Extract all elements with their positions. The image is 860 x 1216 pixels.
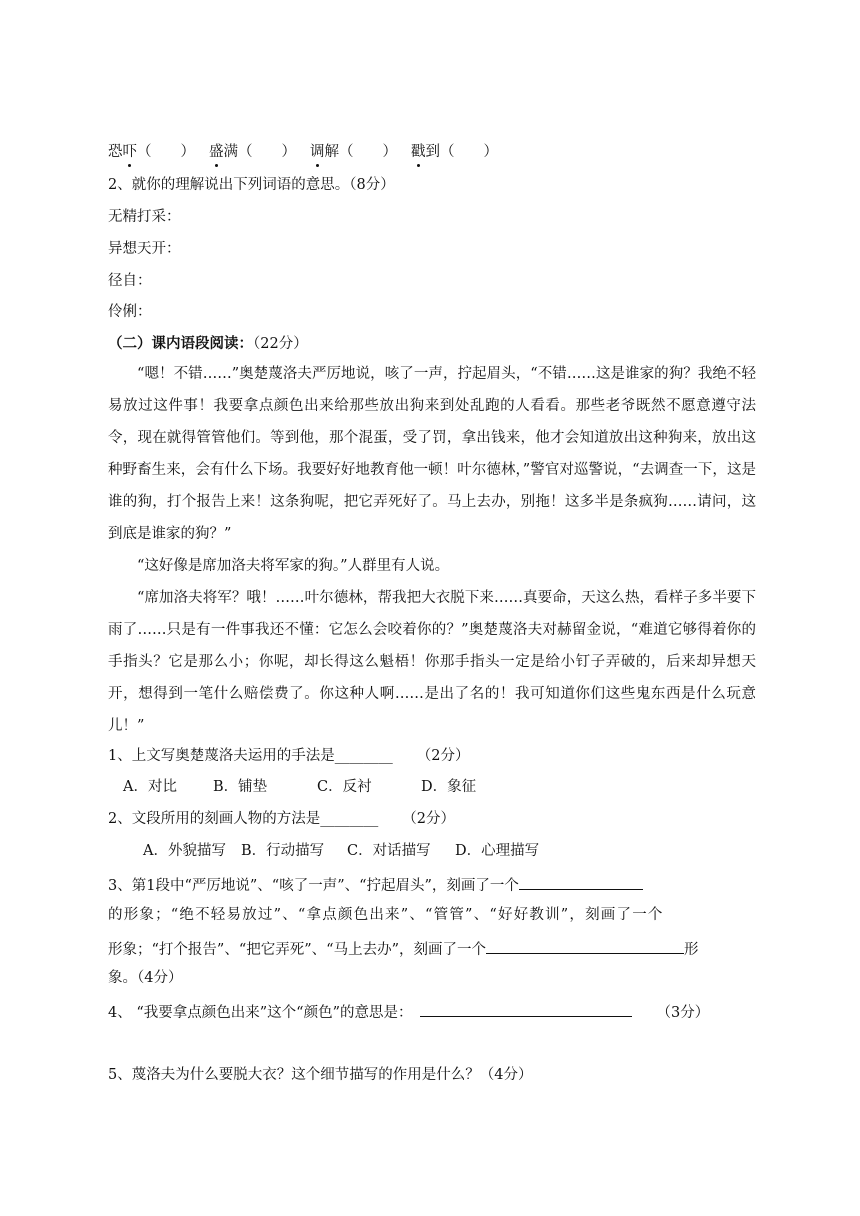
question-4-score: （3分） xyxy=(656,1005,710,1021)
question-3-line-2: 的形象；“绝不轻易放过”、“拿点颜色出来”、“管管”、“好好教训”，刻画了一个 xyxy=(108,907,664,923)
answer-blank[interactable] xyxy=(420,1000,632,1017)
option-d: D．心理描写 xyxy=(455,843,540,859)
passage-paragraph-2: “这好像是席加洛夫将军家的狗。”人群里有人说。 xyxy=(137,558,450,574)
answer-blank[interactable] xyxy=(519,873,643,890)
vocab-blank-2: （ ） xyxy=(238,144,296,160)
passage-paragraph-1: “嗯！不错……”奥楚蔑洛夫严厉地说，咳了一声，拧起眉头，“不错……这是谁家的狗？我绝不轻易放过这件事！我要拿点颜色出来给那些放出狗来到处乱跑的人看看。那些老爷既然不愿意遵守法令，现在就得管管他们。等到他，那个混蛋，受了罚，拿出钱来，他才会知道放出这种狗来，放出这种野畜生来，会有什么下场。我要好好地教育他一顿！叶尔德林，”警官对巡警说，“去调查一下，这是谁的狗，打个报告上来！这条狗呢，把它弄死好了。马上去办，别拖！这多半是条疯狗……请问，这到底是谁家的狗？” xyxy=(108,366,756,542)
question-3-text: 3、第1段中“严厉地说”、“咳了一声”、“拧起眉头”，刻画了一个 xyxy=(108,878,519,894)
option-b: B．行动描写 xyxy=(241,843,325,859)
question-3-text: 形象；“打个报告”、“把它弄死”、“马上去办”，刻画了一个 xyxy=(108,942,486,958)
vocab-blank-4: （ ） xyxy=(440,144,498,160)
q-words-item: 伶俐： xyxy=(108,304,152,320)
vocab-word-2: 盛满 xyxy=(209,144,238,160)
option-d: D．象征 xyxy=(421,779,477,795)
option-b: B．铺垫 xyxy=(213,779,268,795)
vocab-word-4: 戳到 xyxy=(411,144,440,160)
section-heading-text: （二）课内语段阅读： xyxy=(108,335,253,352)
question-3-line-3 xyxy=(108,937,756,960)
vocab-word-3: 调解 xyxy=(310,144,339,160)
question-4-text: 4、 “我要拿点颜色出来”这个“颜色”的意思是： xyxy=(108,1005,413,1021)
question-2 xyxy=(108,809,756,829)
q-words-title: 2、就你的理解说出下列词语的意思。（8分） xyxy=(108,177,395,193)
question-5: 5、蔑洛夫为什么要脱大衣？这个细节描写的作用是什么？（4分） xyxy=(108,1067,533,1083)
question-1-text: 1、上文写奥楚蔑洛夫运用的手法是________ xyxy=(108,748,393,764)
vocab-line xyxy=(108,142,756,162)
question-2-text: 2、文段所用的刻画人物的方法是________ xyxy=(108,811,379,827)
question-1 xyxy=(108,746,756,766)
q-words-item: 径自： xyxy=(108,273,152,289)
question-3-line-1 xyxy=(108,873,756,896)
question-1-options xyxy=(123,777,771,797)
passage-paragraph-3: “席加洛夫将军？哦！……叶尔德林，帮我把大衣脱下来……真要命，天这么热，看样子多半要下雨了……只是有一件事我还不懂：它怎么会咬着你的？”奥楚蔑洛夫对赫留金说，“难道它够得着你的手指头？它是那么小；你呢，却长得这么魁梧！你那手指头一定是给小钉子弄破的，后来却异想天开，想得到一笔什么赔偿费了。你这种人啊……是出了名的！我可知道你们这些鬼东西是什么玩意儿！” xyxy=(108,590,756,734)
question-1-score: （2分） xyxy=(416,748,470,764)
vocab-blank-3: （ ） xyxy=(339,144,397,160)
option-c: C．对话描写 xyxy=(347,843,431,859)
question-2-score: （2分） xyxy=(402,811,455,827)
question-4 xyxy=(108,1000,756,1023)
q-words-item: 无精打采： xyxy=(108,209,181,225)
answer-blank[interactable] xyxy=(486,937,684,954)
q-words-item: 异想天开： xyxy=(108,241,181,257)
section-heading xyxy=(108,334,756,354)
section-score: （22分） xyxy=(253,336,308,352)
option-a: A．对比 xyxy=(123,779,177,795)
vocab-word-1: 恐吓 xyxy=(108,144,137,160)
option-a: A．外貌描写 xyxy=(143,843,226,859)
question-3-line-4: 象。（4分） xyxy=(108,970,183,986)
question-3-text: 形 xyxy=(683,942,699,958)
option-c: C．反衬 xyxy=(317,779,372,795)
question-2-options xyxy=(143,841,791,861)
vocab-blank-1: （ ） xyxy=(137,144,195,160)
